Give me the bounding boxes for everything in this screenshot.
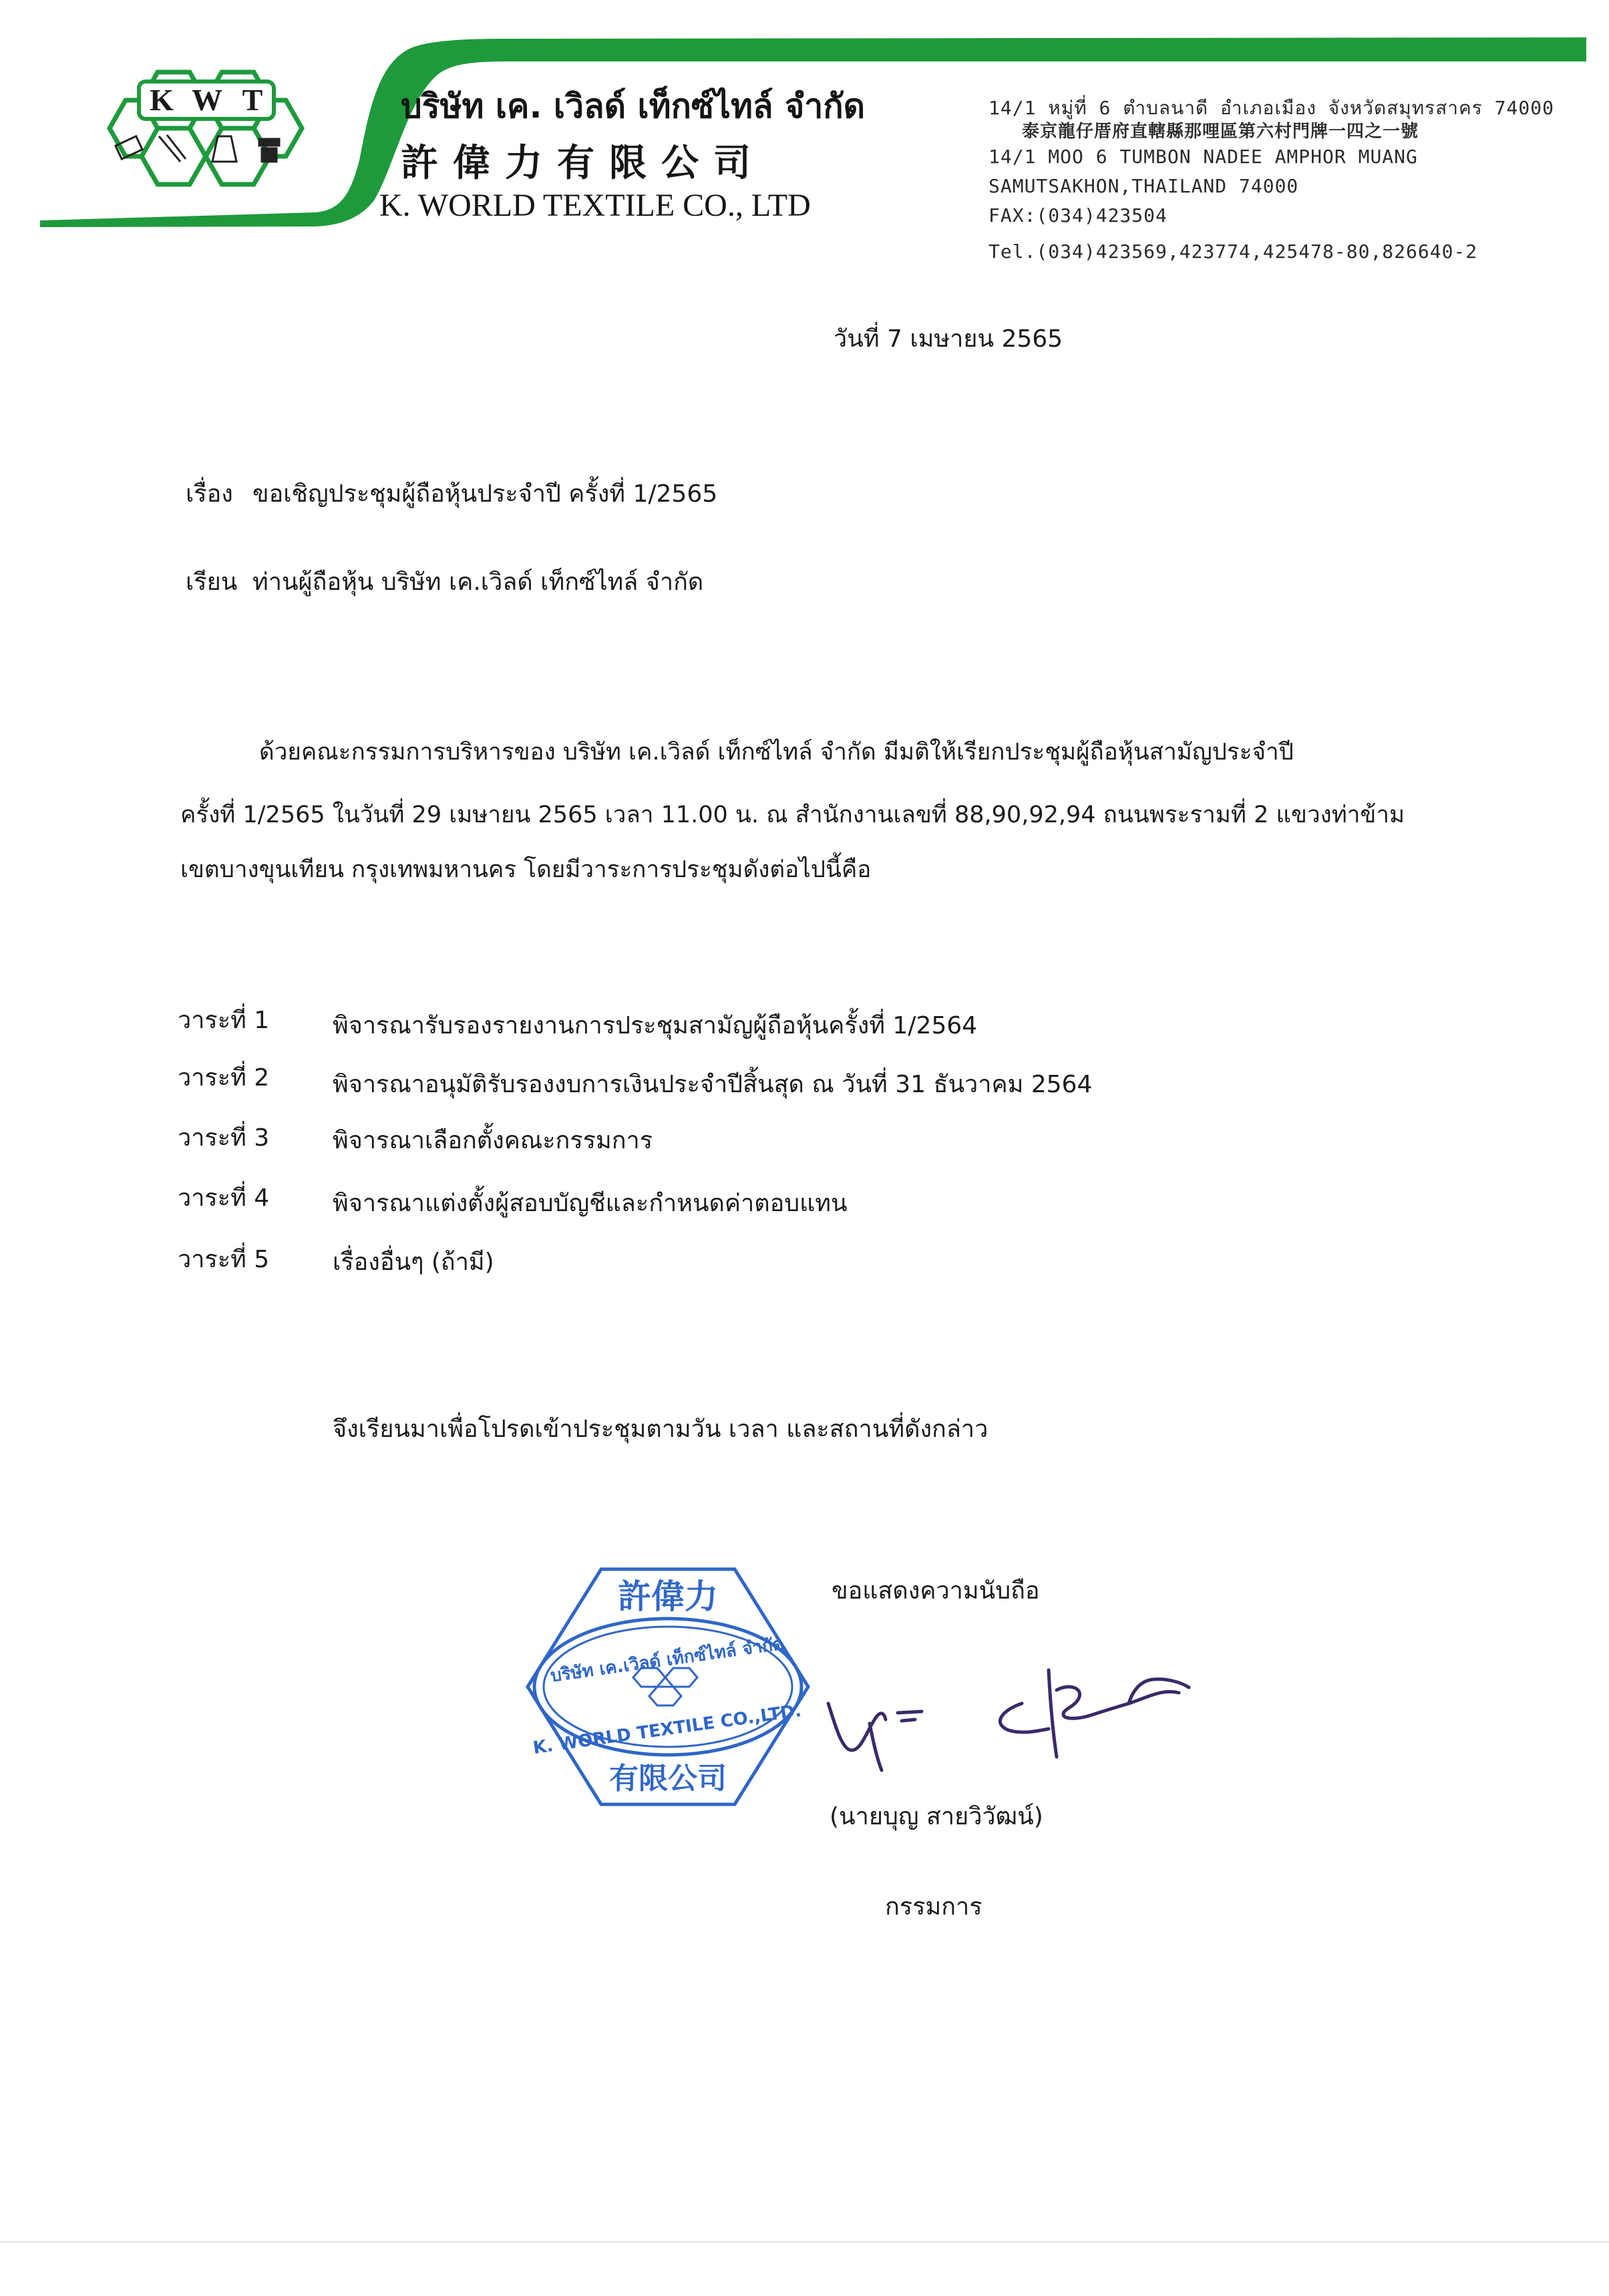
company-name-english: K. WORLD TEXTILE CO., LTD [379,188,811,223]
logo-letter-w: W [192,83,222,117]
subject-text: ขอเชิญประชุมผู้ถือหุ้นประจำปี ครั้งที่ 1/2565 [252,480,718,508]
body-line-3: เขตบางขุนเทียน กรุงเทพมหานคร โดยมีวาระการประชุมดังต่อไปนี้คือ [180,856,872,883]
agenda-item-4: พิจารณาแต่งตั้งผู้สอบบัญชีและกำหนดค่าตอบแทน [333,1190,848,1217]
kwt-logo [100,61,314,195]
handwritten-signature [815,1650,1209,1777]
seal-top-text: 許偉力 [618,1577,718,1616]
seal-english-text: K. WORLD TEXTILE CO.,LTD. [532,1701,803,1759]
logo-letter-t: T [242,83,263,117]
agenda-item-3: พิจารณาเลือกตั้งคณะกรรมการ [333,1127,653,1154]
company-name-thai: บริษัท เค. เวิลด์ เท็กซ์ไทล์ จำกัด [401,87,866,126]
agenda-item-5: เรื่องอื่นๆ (ถ้ามี) [333,1249,494,1276]
letter-date: วันที่ 7 เมษายน 2565 [834,325,1063,353]
recipient-text: ท่านผู้ถือหุ้น บริษัท เค.เวิลด์ เท็กซ์ไทล์ จำกัด [252,568,704,596]
address-thai: 14/1 หมู่ที่ 6 ตำบลนาดี อำเภอเมือง จังหวัดสมุทรสาคร 74000 [989,97,1554,119]
seal-bottom-text: 有限公司 [609,1762,727,1796]
address-english-1: 14/1 MOO 6 TUMBON NADEE AMPHOR MUANG [989,146,1418,168]
agenda-label-5: วาระที่ 5 [178,1246,270,1273]
page-bottom-rule [0,2241,1609,2243]
agenda-item-2: พิจารณาอนุมัติรับรองงบการเงินประจำปีสิ้นสุด ณ วันที่ 31 ธันวาคม 2564 [333,1071,1093,1098]
signer-title: กรรมการ [885,1893,982,1921]
subject-label: เรื่อง [186,480,233,508]
agenda-label-1: วาระที่ 1 [178,1007,270,1034]
body-line-1: ด้วยคณะกรรมการบริหารของ บริษัท เค.เวิลด์ เท็กซ์ไทล์ จำกัด มีมติให้เรียกประชุมผู้ถือหุ้นสามัญประจำปี [259,739,1294,766]
logo-letter-k: K [150,83,174,117]
closing-greeting: ขอแสดงความนับถือ [832,1577,1040,1605]
telephone-numbers: Tel.(034)423569,423774,425478-80,826640-2 [989,240,1478,263]
company-seal [521,1560,815,1814]
address-chinese: 泰京龍仔厝府直轄縣那哩區第六村門牌一四之一號 [1022,122,1419,142]
body-line-2: ครั้งที่ 1/2565 ในวันที่ 29 เมษายน 2565 เวลา 11.00 น. ณ สำนักงานเลขที่ 88,90,92,94 ถนนพระรามที่ 2 แขวงท่าข้าม [180,802,1405,828]
signer-name: (นายบุญ สายวิวัฒน์) [830,1803,1043,1830]
recipient-label: เรียน [186,568,238,596]
address-english-2: SAMUTSAKHON,THAILAND 74000 [989,175,1299,197]
closing-request: จึงเรียนมาเพื่อโปรดเข้าประชุมตามวัน เวลา และสถานที่ดังกล่าว [333,1416,989,1443]
seal-thai-text: บริษัท เค.เวิลด์ เท็กซ์ไทล์ จำกัด [549,1633,785,1687]
company-name-chinese: 許偉力有限公司 [401,141,765,185]
agenda-label-4: วาระที่ 4 [178,1184,270,1212]
agenda-label-2: วาระที่ 2 [178,1064,270,1092]
agenda-label-3: วาระที่ 3 [178,1124,270,1152]
agenda-item-1: พิจารณารับรองรายงานการประชุมสามัญผู้ถือหุ้นครั้งที่ 1/2564 [333,1012,978,1039]
fax-number: FAX:(034)423504 [989,204,1168,226]
